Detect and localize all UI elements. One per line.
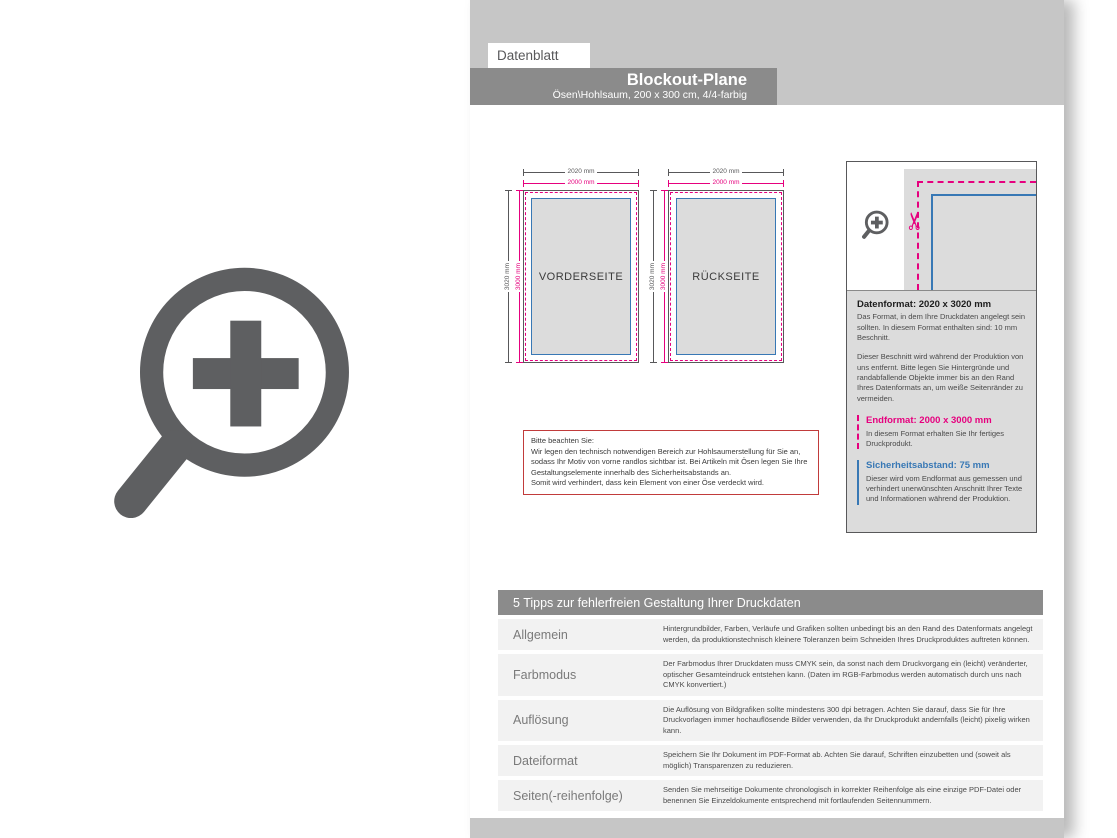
datenformat-para1: Das Format, in dem Ihre Druckdaten angelegt sein sollten. In diesem Format enthalten sind: 10 mm Beschnitt. <box>857 312 1025 343</box>
back-drawing <box>648 167 784 363</box>
back-height-inner-dimension: 3000 mm <box>659 190 669 363</box>
datenblatt-tab: Datenblatt <box>488 43 590 68</box>
back-width-inner-dimension: 2000 mm <box>668 178 784 188</box>
tips-table <box>498 590 1043 811</box>
front-width-inner-dimension: 2000 mm <box>523 178 639 188</box>
endformat-heading: Endformat: 2000 x 3000 mm <box>866 415 992 427</box>
tip-text-dateiformat: Speichern Sie Ihr Dokument im PDF-Format ab. Achten Sie darauf, Schriften einzubetten und (soweit als möglich) Transparenzen zu reduzieren. <box>663 750 1011 770</box>
table-row <box>498 745 1043 776</box>
format-descriptions <box>847 290 1036 532</box>
tip-label-farbmodus: Farbmodus <box>513 667 577 682</box>
note-body: Wir legen den technisch notwendigen Bereich zur Hohlsaumerstellung für Sie an, sodass Ihr Motiv von vorne randlos sichtbar ist. Bei Artikeln mit Ösen legen Sie Ihre Gestaltungselemente innerhalb des Sicherheitsabstands an. <box>531 446 808 477</box>
back-height-outer-dimension: 3020 mm <box>648 190 658 363</box>
tips-header: 5 Tipps zur fehlerfreien Gestaltung Ihrer Druckdaten <box>498 590 1043 615</box>
front-height-outer-dimension: 3020 mm <box>503 190 513 363</box>
front-sheet <box>523 190 639 363</box>
tip-text-seitenreihenfolge: Senden Sie mehrseitige Dokumente chronologisch in korrekter Reihenfolge als eine einzige PDF-Datei oder benennen Sie Einzeldokumente entsprechend mit fortlaufenden Seitennummern. <box>663 785 1022 805</box>
back-safety-area <box>676 198 776 355</box>
front-safety-area <box>531 198 631 355</box>
datasheet-page <box>470 0 1064 838</box>
table-row <box>498 619 1043 650</box>
tip-text-allgemein: Hintergrundbilder, Farben, Verläufe und Grafiken sollten unbedingt bis an den Rand des Datenformats angelegt werden, da produktionstechnisch kleinere Toleranzen beim Schneiden Ihres Druckproduktes auftreten können. <box>663 624 1033 644</box>
back-sheet <box>668 190 784 363</box>
datenformat-para2: Dieser Beschnitt wird während der Produktion von uns entfernt. Bitte legen Sie Hintergründe und randabfallende Objekte immer bis an den Rand Ihres Datenformats an, um weiße Seitenränder zu vermeiden. <box>857 352 1024 403</box>
tip-label-allgemein: Allgemein <box>513 627 568 642</box>
tip-label-aufloesung: Auflösung <box>513 713 569 728</box>
datenformat-heading: Datenformat: 2020 x 3020 mm <box>857 299 992 310</box>
safety-line-horizontal <box>931 194 1036 196</box>
front-width-outer-dimension: 2020 mm <box>523 167 639 177</box>
bleed-cut-line-horizontal <box>917 181 1036 183</box>
tip-text-aufloesung: Die Auflösung von Bildgrafiken sollte mindestens 300 dpi betragen. Achten Sie darauf, dass Sie für Ihre Druckvorlagen immer hochauflösende Bilder verwenden, da Ihr Druckprodukt andernfalls (leicht) pixelig wirken kann. <box>663 704 1030 735</box>
bleed-cut-line-vertical <box>917 181 919 290</box>
sicherheitsabstand-block <box>857 460 1026 504</box>
zoom-plus-icon <box>100 243 358 548</box>
sicherheitsabstand-heading: Sicherheitsabstand: 75 mm <box>866 460 990 472</box>
endformat-para: In diesem Format erhalten Sie Ihr fertiges Druckprodukt. <box>866 428 1004 448</box>
sheet-corner-artwork <box>904 169 1036 290</box>
front-drawing <box>503 167 639 363</box>
title-bar <box>470 68 777 105</box>
tip-label-seitenreihenfolge: Seiten(-reihenfolge) <box>513 788 623 803</box>
sicherheitsabstand-para: Dieser wird vom Endformat aus gemessen und verhindert unerwünschten Anschnitt Ihrer Texte und Informationen während der Produktion. <box>866 473 1023 504</box>
table-row <box>498 780 1043 811</box>
table-row <box>498 700 1043 742</box>
back-label: RÜCKSEITE <box>692 270 760 283</box>
attention-note-box <box>523 430 819 495</box>
page-subtitle: Ösen\Hohlsaum, 200 x 300 cm, 4/4-farbig <box>552 89 747 102</box>
back-width-outer-dimension: 2020 mm <box>668 167 784 177</box>
note-title: Bitte beachten Sie: <box>531 436 594 445</box>
scissors-icon: ✂ <box>902 210 930 232</box>
note-last-line: Somit wird verhindert, dass kein Element von einer Öse verdeckt wird. <box>531 478 765 487</box>
page-title: Blockout-Plane <box>626 71 747 89</box>
safety-line-vertical <box>931 194 933 290</box>
corner-detail-view <box>847 162 1036 290</box>
table-row <box>498 654 1043 696</box>
format-info-panel <box>846 161 1037 533</box>
tip-text-farbmodus: Der Farbmodus Ihrer Druckdaten muss CMYK sein, da sonst nach dem Druckvorgang ein (leicht) veränderter, optischer Gesamteindruck entstehen kann. (Daten im RGB-Farbmodus werden automatisch durch uns nach CMYK konvertiert.) <box>663 659 1028 689</box>
tip-label-dateiformat: Dateiformat <box>513 753 578 768</box>
front-height-inner-dimension: 3000 mm <box>514 190 524 363</box>
front-label: VORDERSEITE <box>538 270 624 283</box>
endformat-block <box>857 415 1026 449</box>
footer-band <box>470 818 1064 838</box>
zoom-plus-icon <box>860 208 890 242</box>
